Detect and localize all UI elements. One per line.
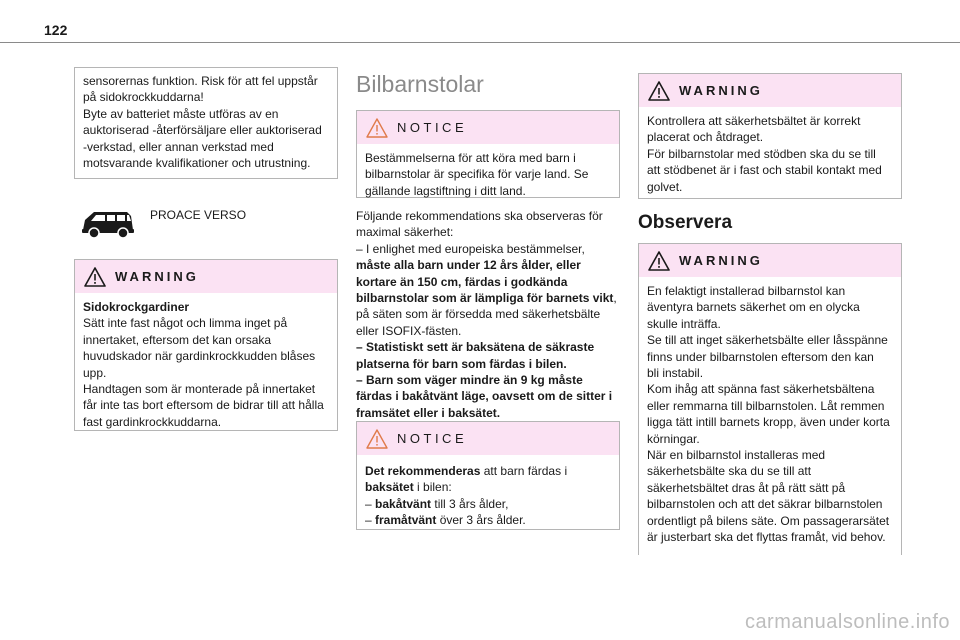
- continued-text-box: [74, 67, 338, 179]
- text-span: att barn färdas i: [480, 464, 568, 478]
- text-line: finns under bilbarnstolen eftersom den kan: [647, 349, 874, 364]
- text-line: När en bilbarnstol installeras med: [647, 448, 826, 463]
- text-line: -verkstad, eller annan verkstad med: [83, 139, 274, 154]
- notice-header: [357, 111, 619, 144]
- text-line: måste alla barn under 12 års ålder, eller: [356, 258, 581, 273]
- text-line: auktoriserad -återförsäljare eller auktoriserad: [83, 123, 322, 138]
- text-line: är justerbart ska det flyttas framåt, vid behov.: [647, 530, 886, 545]
- notice-label: NOTICE: [397, 431, 468, 446]
- bold-span: bakåtvänt: [375, 496, 432, 511]
- vehicle-label: PROACE VERSO: [150, 208, 247, 222]
- warning-box-seat-belt: [638, 73, 902, 199]
- bold-span: Det rekommenderas: [365, 464, 481, 478]
- text-line: motsvarande kvalifikationer och utrustning.: [83, 156, 311, 171]
- text-line: Kontrollera att säkerhetsbältet är korrekt: [647, 114, 861, 128]
- dash: –: [365, 496, 376, 511]
- text-line: säkerhetsbältet dras åt på rätt sätt på: [647, 480, 846, 495]
- warning-header: [639, 244, 901, 277]
- dash: –: [365, 513, 376, 528]
- watermark: carmanualsonline.info: [744, 611, 950, 633]
- text-line: [365, 512, 611, 528]
- text-line: – Barn som väger mindre än 9 kg måste: [356, 373, 583, 388]
- text-line: platserna för barn som färdas i bilen.: [356, 356, 567, 371]
- notice-header: [357, 422, 619, 455]
- text-line: maximal säkerhet:: [356, 225, 454, 240]
- warning-label: WARNING: [115, 269, 199, 284]
- warning-header: [75, 260, 337, 293]
- text-line: på sidokrockkuddarna!: [83, 90, 204, 105]
- warning-box-installation: [638, 243, 902, 555]
- text-line: framsätet eller i baksätet.: [356, 405, 501, 420]
- warning-title: Sidokrockgardiner: [83, 300, 190, 314]
- text-line: ligga tätt intill barnets kropp, även under korta: [647, 415, 890, 430]
- text-span: ,: [613, 291, 617, 306]
- warning-label: WARNING: [679, 83, 763, 98]
- page-number: 122: [44, 22, 68, 38]
- text-line: För bilbarnstolar med stödben ska du se till: [647, 146, 876, 161]
- text-span: över 3 års ålder.: [436, 513, 526, 528]
- text-line: ordentligt på bilens säte. Om passagerarsätet: [647, 513, 890, 528]
- text-line: eller remmarna till bilbarnstolen. Låt remmen: [647, 398, 885, 413]
- notice-icon: [366, 118, 388, 142]
- warning-box-curtain-airbags: [74, 259, 338, 431]
- text-line: [365, 479, 611, 495]
- text-line: En felaktigt installerad bilbarnstol kan: [647, 284, 846, 298]
- text-line: Handtagen som är monterade på innertaket: [83, 382, 316, 397]
- text-line: gällande lagstiftning i ditt land.: [365, 183, 526, 198]
- warning-label: WARNING: [679, 253, 763, 268]
- text-line: placerat och åtdraget.: [647, 130, 764, 145]
- notice-box-regulations: [356, 110, 620, 198]
- text-line: får inte tas bort eftersom de bidrar till att hålla: [83, 398, 324, 413]
- text-span: till 3 års ålder,: [431, 496, 509, 511]
- text-line: [365, 496, 611, 512]
- header-rule: [0, 42, 960, 43]
- warning-icon: [84, 267, 106, 291]
- text-line: – Statistiskt sett är baksätena de säkraste: [356, 340, 595, 355]
- text-line: upp.: [83, 365, 107, 380]
- warning-icon: [648, 81, 670, 105]
- text-line: Sätt inte fast något och limma inget på: [83, 316, 288, 331]
- warning-icon: [648, 251, 670, 275]
- text-line: att stödbenet är i fast och stabil kontakt med: [647, 163, 882, 178]
- notice-label: NOTICE: [397, 120, 468, 135]
- text-line: på säten som är försedda med säkerhetsbälte: [356, 307, 601, 322]
- text-line: skulle inträffa.: [647, 316, 721, 331]
- section-heading-child-seats: Bilbarnstolar: [356, 71, 484, 97]
- text-line: säkerhetsbälte ska du se till att: [647, 464, 812, 479]
- text-line: bilbarnstolar är specifika för varje land. Se: [365, 167, 589, 182]
- text-line: bli instabil.: [647, 366, 704, 381]
- text-span: i bilen:: [413, 480, 452, 495]
- text-line: – I enlighet med europeiska bestämmelser,: [356, 241, 585, 256]
- text-line: Bestämmelserna för att köra med barn i: [365, 151, 576, 165]
- text-line: Följande rekommendations ska observeras för: [356, 209, 603, 223]
- text-line: bilbarnstolen och att det säkrar bilbarnstolen: [647, 497, 883, 512]
- text-line: färdas i bakåtvänt läge, oavsett om de sitter i: [356, 389, 613, 404]
- bold-span: baksätet: [365, 480, 414, 495]
- text-line: Byte av batteriet måste utföras av en: [83, 106, 279, 121]
- notice-box-seating: [356, 421, 620, 530]
- section-heading-observe: Observera: [638, 212, 733, 233]
- text-line: innertaket, eftersom det kan orsaka: [83, 332, 272, 347]
- text-line: huvudskador när gardinkrockkudden blåses: [83, 349, 316, 364]
- text-line: Kom ihåg att spänna fast säkerhetsbältena: [647, 382, 875, 397]
- text-line: [356, 290, 626, 306]
- bold-span: framåtvänt: [375, 513, 437, 528]
- text-line: kortare än 150 cm, färdas i godkända: [356, 274, 568, 289]
- text-line: [365, 463, 611, 479]
- text-line: sensorernas funktion. Risk för att fel uppstår: [83, 74, 318, 88]
- warning-header: [639, 74, 901, 107]
- text-line: golvet.: [647, 179, 683, 194]
- bold-span: bilbarnstolar som är lämpliga för barnets vikt: [356, 291, 614, 306]
- vehicle-icon: [80, 206, 136, 245]
- notice-icon: [366, 429, 388, 453]
- recommendations-text: [356, 208, 626, 421]
- text-line: eller ISOFIX-fästen.: [356, 323, 462, 338]
- text-line: äventyra barnets säkerhet om en olycka: [647, 300, 860, 315]
- text-line: Se till att inget säkerhetsbälte eller låsspänne: [647, 333, 888, 348]
- text-line: körningar.: [647, 431, 700, 446]
- text-line: fast gardinkrockkuddarna.: [83, 414, 222, 429]
